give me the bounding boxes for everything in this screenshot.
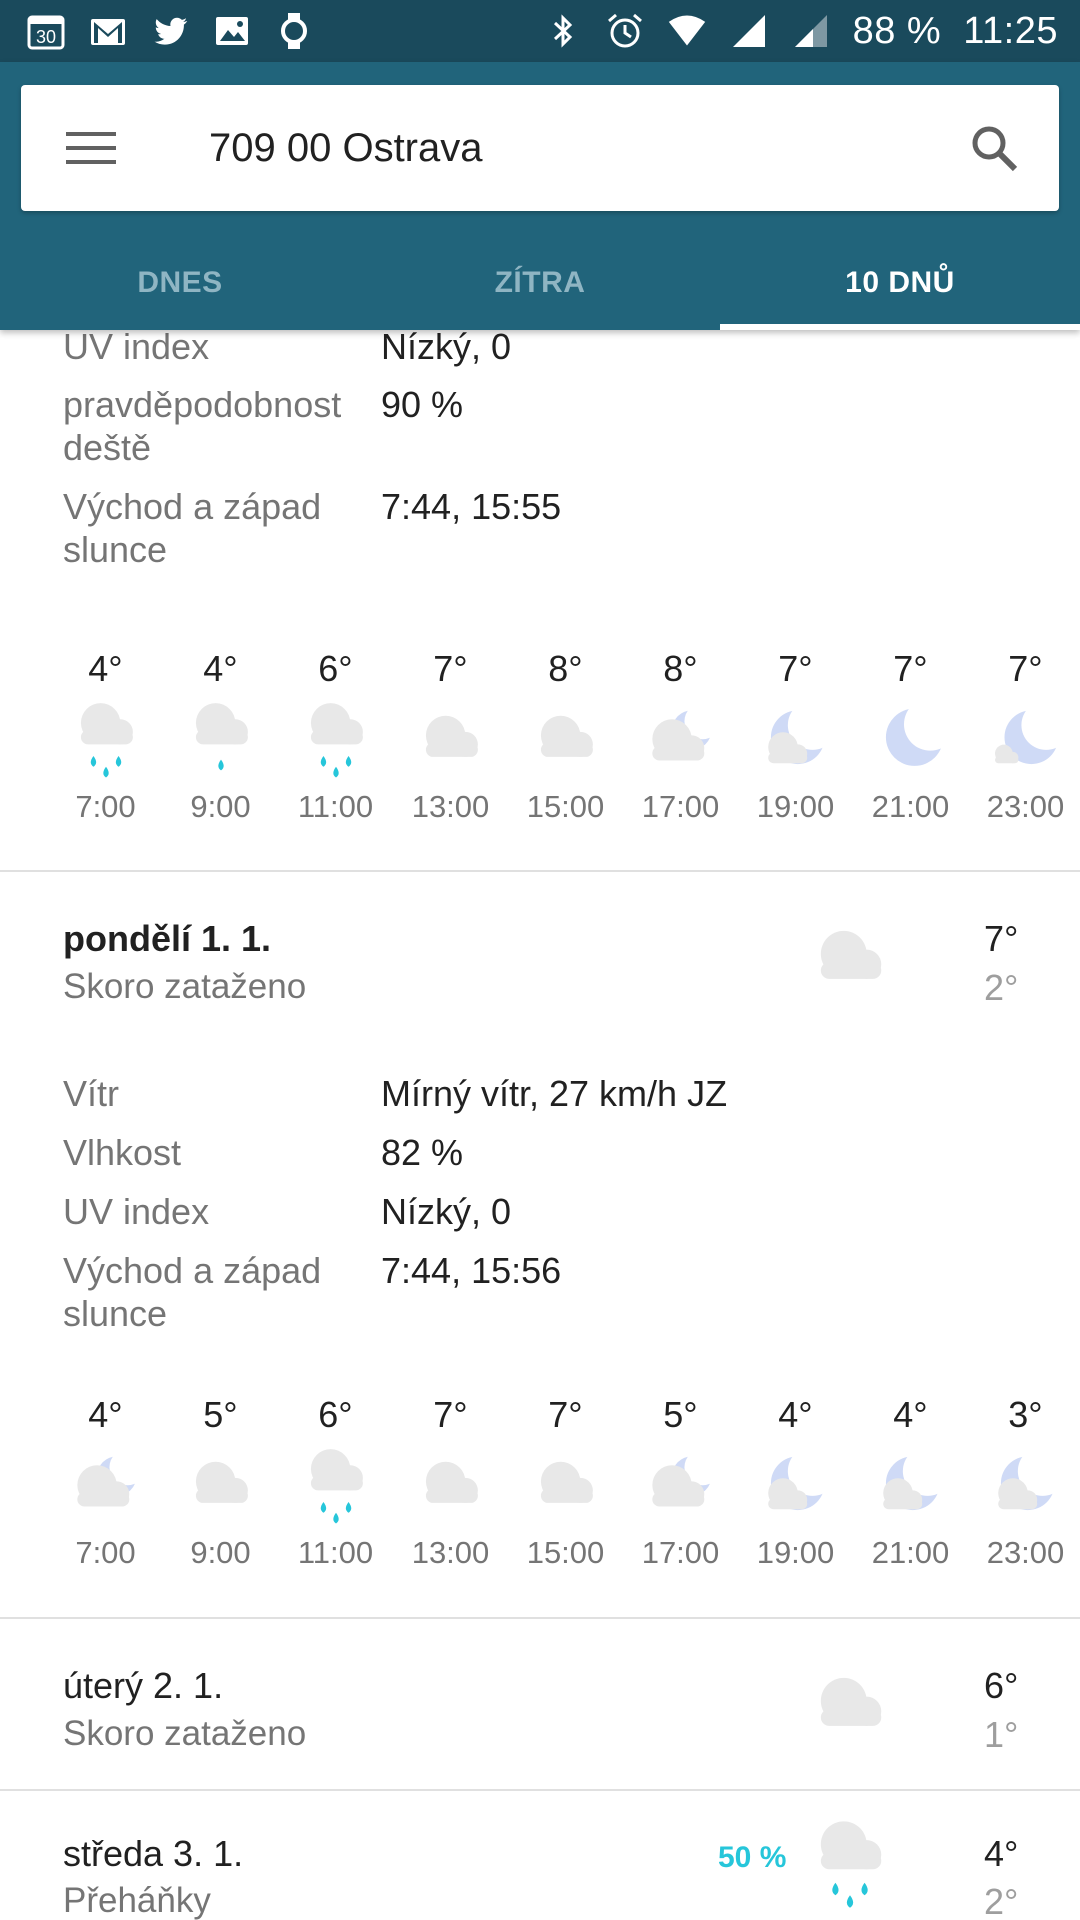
hourly-time: 11:00 <box>297 789 374 824</box>
search-icon[interactable] <box>929 85 1059 211</box>
hourly-item <box>853 647 968 827</box>
location-search-bar[interactable] <box>21 85 1059 211</box>
tab-zitra[interactable]: ZÍTRA <box>494 265 586 299</box>
detail-row-sunrise-sunset <box>63 485 1023 571</box>
hourly-temp: 7° <box>433 1394 468 1435</box>
detail-row-sunrise-sunset <box>63 1249 1023 1335</box>
day-card-monday[interactable] <box>0 872 1080 1617</box>
gmail-icon <box>88 11 128 51</box>
rain-cloud-icon <box>278 691 393 787</box>
location-text[interactable]: 709 00 Ostrava <box>209 125 483 170</box>
hourly-item <box>508 1393 623 1573</box>
day-date: pondělí 1. 1. <box>63 918 272 959</box>
light-rain-cloud-icon <box>163 691 278 787</box>
hourly-temp: 7° <box>893 648 928 689</box>
detail-value: Mírný vítr, 27 km/h JZ <box>381 1073 728 1114</box>
app-bar <box>0 62 1080 330</box>
hourly-time: 19:00 <box>756 1535 835 1570</box>
hourly-item <box>738 647 853 827</box>
hourly-temp: 6° <box>318 648 353 689</box>
detail-value: 82 % <box>381 1132 464 1173</box>
day-description: Přeháňky <box>63 1881 211 1920</box>
day-date: úterý 2. 1. <box>63 1665 224 1706</box>
cloud-icon <box>163 1437 278 1533</box>
hourly-item <box>968 1393 1080 1573</box>
hourly-time: 7:00 <box>75 789 136 824</box>
hourly-time: 9:00 <box>190 1535 251 1570</box>
hourly-temp: 7° <box>1008 648 1043 689</box>
tab-dnes[interactable]: DNES <box>137 265 223 299</box>
moon-small-cloud-icon <box>968 691 1080 787</box>
gallery-icon <box>212 11 252 51</box>
hourly-item <box>393 1393 508 1573</box>
clock: 11:25 <box>963 9 1058 52</box>
hourly-item <box>48 1393 163 1573</box>
precipitation-probability: 50 % <box>718 1841 787 1874</box>
twitter-icon <box>150 11 190 51</box>
detail-label: Vítr <box>63 1073 120 1114</box>
hourly-time: 9:00 <box>190 789 251 824</box>
detail-row-uv <box>63 1190 1023 1233</box>
cloud-icon <box>393 691 508 787</box>
detail-label: Východ a západ slunce <box>63 1250 322 1334</box>
hourly-temp: 4° <box>893 1394 928 1435</box>
hourly-temp: 5° <box>663 1394 698 1435</box>
cloud-icon <box>393 1437 508 1533</box>
hourly-time: 21:00 <box>871 789 950 824</box>
day-high-temp: 4° <box>984 1833 1019 1874</box>
hourly-temp: 7° <box>548 1394 583 1435</box>
day-card-wednesday[interactable] <box>0 1791 1080 1920</box>
day-date: středa 3. 1. <box>63 1833 244 1874</box>
moon-icon <box>853 691 968 787</box>
hourly-item <box>623 1393 738 1573</box>
status-bar-notifications <box>26 11 314 51</box>
detail-row-uv <box>63 330 1023 368</box>
hourly-item <box>738 1393 853 1573</box>
hourly-item <box>278 1393 393 1573</box>
detail-label: Vlhkost <box>63 1132 182 1173</box>
hourly-item <box>393 647 508 827</box>
detail-label: UV index <box>63 330 210 367</box>
detail-value: 90 % <box>381 384 464 425</box>
wifi-icon <box>667 11 707 51</box>
hourly-temp: 6° <box>318 1394 353 1435</box>
cloud-icon <box>785 1655 915 1755</box>
hourly-temp: 4° <box>778 1394 813 1435</box>
hourly-item <box>508 647 623 827</box>
battery-percent: 88 % <box>852 9 942 52</box>
hourly-temp: 4° <box>88 1394 123 1435</box>
detail-label: pravděpodobnost deště <box>63 384 342 468</box>
hourly-item <box>48 647 163 827</box>
day-card-tuesday[interactable] <box>0 1619 1080 1789</box>
hourly-time: 17:00 <box>641 789 720 824</box>
detail-value: Nízký, 0 <box>381 330 512 367</box>
hourly-time: 23:00 <box>986 789 1065 824</box>
forecast-list[interactable] <box>0 330 1080 1920</box>
hourly-temp: 7° <box>433 648 468 689</box>
alarm-icon <box>605 11 645 51</box>
day-low-temp: 2° <box>984 967 1019 1008</box>
day-high-temp: 6° <box>984 1665 1019 1706</box>
signal-icon-2 <box>791 11 831 51</box>
status-bar <box>0 0 1080 62</box>
day-low-temp: 2° <box>984 1881 1019 1920</box>
hourly-time: 13:00 <box>411 1535 490 1570</box>
hourly-time: 15:00 <box>526 1535 605 1570</box>
hourly-item <box>278 647 393 827</box>
hourly-item <box>163 1393 278 1573</box>
calendar-icon <box>26 11 66 51</box>
detail-row-humidity <box>63 1131 1023 1174</box>
tab-bar <box>0 235 1080 330</box>
hourly-time: 19:00 <box>756 789 835 824</box>
cloud-moon-icon <box>623 1437 738 1533</box>
day-low-temp: 1° <box>984 1714 1019 1755</box>
hourly-item <box>163 647 278 827</box>
hourly-forecast[interactable] <box>0 1393 1080 1573</box>
hourly-time: 13:00 <box>411 789 490 824</box>
hourly-time: 15:00 <box>526 789 605 824</box>
cloud-icon <box>508 1437 623 1533</box>
hourly-temp: 8° <box>548 648 583 689</box>
rain-cloud-icon <box>278 1437 393 1533</box>
hourly-forecast[interactable] <box>0 647 1080 827</box>
hourly-time: 21:00 <box>871 1535 950 1570</box>
detail-label: Východ a západ slunce <box>63 486 322 570</box>
detail-row-wind <box>63 1072 1023 1115</box>
hourly-item <box>968 647 1080 827</box>
signal-icon <box>729 11 769 51</box>
hourly-item <box>623 647 738 827</box>
bluetooth-icon <box>543 11 583 51</box>
hourly-temp: 7° <box>778 648 813 689</box>
tab-10-dnu[interactable]: 10 DNŮ <box>720 235 1080 330</box>
moon-cloud-icon <box>853 1437 968 1533</box>
hourly-time: 11:00 <box>297 1535 374 1570</box>
detail-row-rain-probability <box>63 383 1023 469</box>
day-description: Skoro zataženo <box>63 1714 307 1753</box>
day-high-temp: 7° <box>984 918 1019 959</box>
calendar-day-number: 30 <box>35 27 57 47</box>
moon-cloud-icon <box>738 691 853 787</box>
hourly-temp: 8° <box>663 648 698 689</box>
cloud-moon-icon <box>48 1437 163 1533</box>
detail-label: UV index <box>63 1191 210 1232</box>
moon-cloud-icon <box>738 1437 853 1533</box>
cloud-icon <box>785 908 915 1008</box>
detail-value: 7:44, 15:55 <box>381 486 562 527</box>
hourly-temp: 4° <box>203 648 238 689</box>
watch-icon <box>274 11 314 51</box>
rain-cloud-icon <box>785 1813 915 1913</box>
day-description: Skoro zataženo <box>63 967 307 1006</box>
hourly-item <box>853 1393 968 1573</box>
detail-value: Nízký, 0 <box>381 1191 512 1232</box>
cloud-icon <box>508 691 623 787</box>
status-bar-system <box>543 10 1058 53</box>
cloud-moon-icon <box>623 691 738 787</box>
hourly-time: 17:00 <box>641 1535 720 1570</box>
hourly-temp: 4° <box>88 648 123 689</box>
hourly-temp: 5° <box>203 1394 238 1435</box>
rain-cloud-icon <box>48 691 163 787</box>
detail-value: 7:44, 15:56 <box>381 1250 562 1291</box>
menu-icon[interactable] <box>21 85 161 211</box>
moon-cloud-icon <box>968 1437 1080 1533</box>
hourly-time: 7:00 <box>75 1535 136 1570</box>
hourly-time: 23:00 <box>986 1535 1065 1570</box>
hourly-temp: 3° <box>1008 1394 1043 1435</box>
